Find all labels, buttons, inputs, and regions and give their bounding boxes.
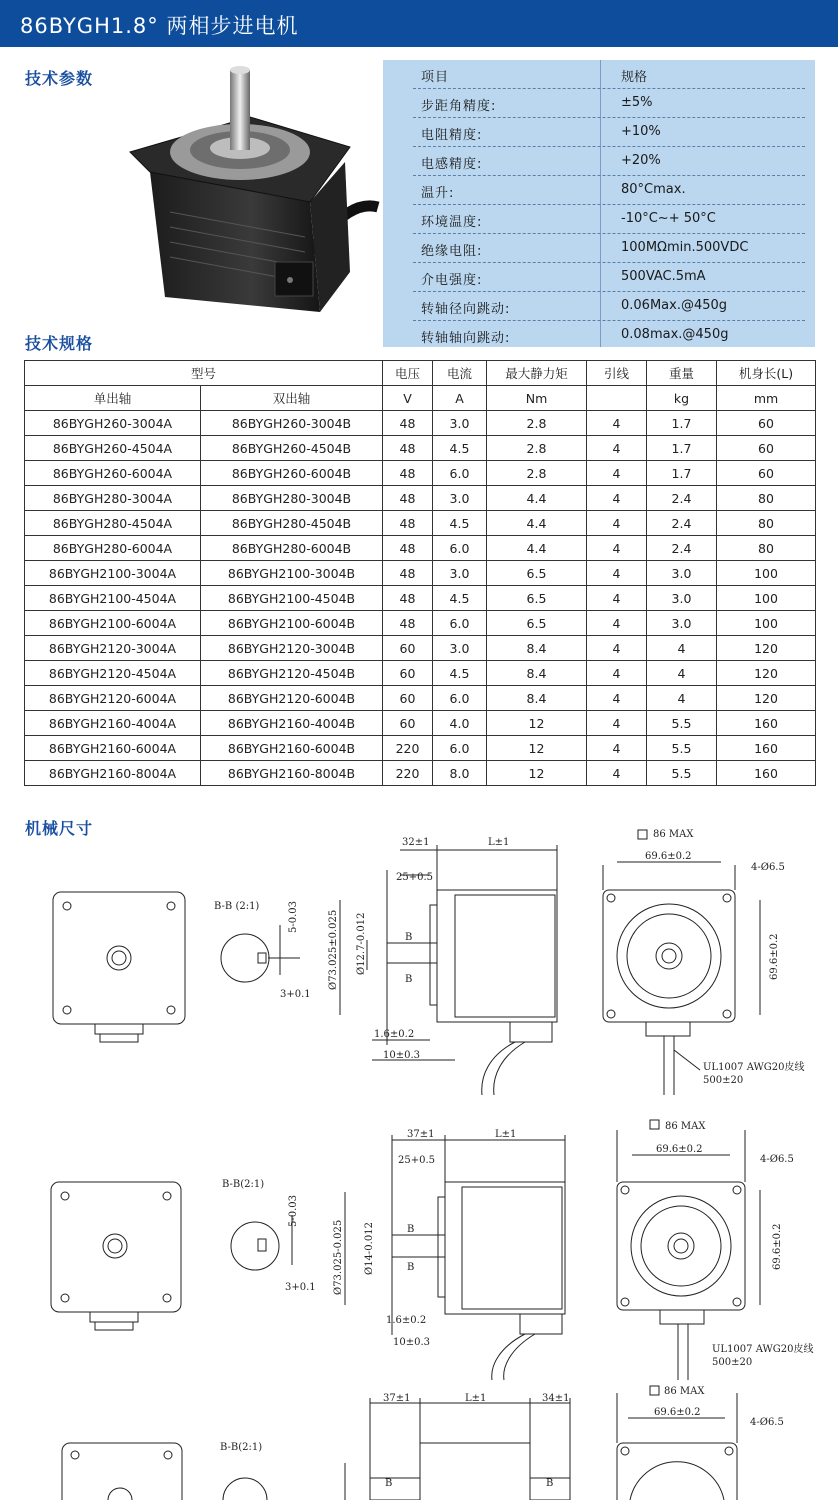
cell-length: 60	[717, 436, 816, 461]
dim-69-6-vertical: 69.6±0.2	[772, 1223, 783, 1270]
col-length: 机身长(L)	[717, 361, 816, 386]
cell-single-shaft-model: 86BYGH280-6004A	[25, 536, 201, 561]
spec-unit-row	[25, 386, 816, 411]
dim-bb-label: B-B(2:1)	[220, 1442, 263, 1453]
cell-single-shaft-model: 86BYGH2160-8004A	[25, 761, 201, 786]
unit-blank	[587, 386, 647, 411]
cell-leads: 4	[587, 461, 647, 486]
cell-single-shaft-model: 86BYGH2120-6004A	[25, 686, 201, 711]
param-label: 介电强度:	[421, 273, 483, 288]
param-value: 0.08max.@450g	[621, 327, 729, 342]
cell-single-shaft-model: 86BYGH2120-4504A	[25, 661, 201, 686]
cell-torque: 2.8	[487, 461, 587, 486]
dim-73: Ø73.025±0.025	[328, 909, 339, 990]
cell-leads: 4	[587, 436, 647, 461]
cell-voltage: 48	[383, 461, 433, 486]
cell-leads: 4	[587, 586, 647, 611]
cell-torque: 12	[487, 711, 587, 736]
dim-key-width: 3+0.1	[280, 989, 311, 1000]
col-current: 电流	[433, 361, 487, 386]
cell-current: 4.0	[433, 711, 487, 736]
section-mark-b-bottom: B	[407, 1262, 415, 1273]
dim-25: 25+0.5	[396, 872, 434, 883]
params-row	[383, 321, 815, 350]
cell-current: 6.0	[433, 611, 487, 636]
cell-leads: 4	[587, 411, 647, 436]
wire-spec: UL1007 AWG20皮线	[703, 1062, 805, 1073]
param-value: 0.06Max.@450g	[621, 298, 728, 313]
cell-single-shaft-model: 86BYGH2160-6004A	[25, 736, 201, 761]
spec-row	[25, 511, 816, 536]
param-value: 100MΩmin.500VDC	[621, 240, 749, 255]
dim-holes: 4-Ø6.5	[750, 1417, 784, 1428]
cell-leads: 4	[587, 636, 647, 661]
cell-length: 60	[717, 411, 816, 436]
params-header-spec: 规格	[621, 70, 648, 85]
cell-double-shaft-model: 86BYGH260-4504B	[201, 436, 383, 461]
cell-weight: 3.0	[647, 561, 717, 586]
param-label: 步距角精度:	[421, 99, 497, 114]
cell-leads: 4	[587, 561, 647, 586]
spec-row	[25, 486, 816, 511]
params-header-row	[383, 60, 815, 89]
cell-leads: 4	[587, 486, 647, 511]
param-label: 环境温度:	[421, 215, 483, 230]
spec-row	[25, 461, 816, 486]
dim-69-6: 69.6±0.2	[656, 1144, 703, 1155]
cell-double-shaft-model: 86BYGH260-3004B	[201, 411, 383, 436]
cell-length: 60	[717, 461, 816, 486]
cell-leads: 4	[587, 536, 647, 561]
cell-weight: 1.7	[647, 436, 717, 461]
cell-single-shaft-model: 86BYGH280-4504A	[25, 511, 201, 536]
spec-row	[25, 686, 816, 711]
dim-10: 10±0.3	[383, 1050, 421, 1061]
dim-37: 37±1	[383, 1393, 411, 1404]
cell-double-shaft-model: 86BYGH2100-6004B	[201, 611, 383, 636]
cell-double-shaft-model: 86BYGH2100-3004B	[201, 561, 383, 586]
spec-row	[25, 561, 816, 586]
cell-weight: 4	[647, 661, 717, 686]
cell-length: 160	[717, 736, 816, 761]
cell-weight: 2.4	[647, 511, 717, 536]
dim-key-height: 5-0.03	[288, 1194, 299, 1227]
page-header	[0, 0, 838, 47]
stepper-motor-image	[110, 62, 380, 322]
cell-current: 4.5	[433, 436, 487, 461]
cell-voltage: 60	[383, 661, 433, 686]
dim-34: 34±1	[542, 1393, 570, 1404]
cell-double-shaft-model: 86BYGH280-6004B	[201, 536, 383, 561]
cell-length: 120	[717, 661, 816, 686]
params-row	[383, 147, 815, 176]
dim-1-6: 1.6±0.2	[374, 1029, 415, 1040]
cell-weight: 5.5	[647, 736, 717, 761]
params-row	[383, 205, 815, 234]
unit-amp: A	[433, 386, 487, 411]
cell-torque: 2.8	[487, 411, 587, 436]
param-label: 电感精度:	[421, 157, 483, 172]
params-row	[383, 176, 815, 205]
cell-torque: 6.5	[487, 586, 587, 611]
dim-14: Ø14-0.012	[364, 1222, 375, 1275]
dim-bb-label: B-B(2:1)	[222, 1179, 265, 1190]
section-mark-b-top: B	[407, 1224, 415, 1235]
dim-1-6: 1.6±0.2	[386, 1315, 427, 1326]
dim-12: Ø12.7-0.012	[356, 912, 367, 975]
dim-32: 32±1	[402, 837, 430, 848]
param-label: 温升:	[421, 186, 455, 201]
cell-length: 160	[717, 711, 816, 736]
cell-length: 160	[717, 761, 816, 786]
wire-spec: UL1007 AWG20皮线	[712, 1344, 814, 1355]
cell-double-shaft-model: 86BYGH2100-4504B	[201, 586, 383, 611]
dim-L: L±1	[488, 837, 510, 848]
cell-length: 80	[717, 486, 816, 511]
cell-double-shaft-model: 86BYGH2160-8004B	[201, 761, 383, 786]
params-row	[383, 89, 815, 118]
dim-bb-label: B-B (2:1)	[214, 901, 260, 912]
spec-row	[25, 761, 816, 786]
dim-L: L±1	[465, 1393, 487, 1404]
cell-torque: 2.8	[487, 436, 587, 461]
dimension-drawing-1	[0, 825, 838, 1095]
cell-leads: 4	[587, 511, 647, 536]
cell-leads: 4	[587, 711, 647, 736]
drawing-1-svg	[0, 825, 838, 1095]
cell-current: 6.0	[433, 536, 487, 561]
cell-voltage: 220	[383, 761, 433, 786]
dimension-drawing-3	[0, 1383, 838, 1500]
dim-25: 25+0.5	[398, 1155, 436, 1166]
cell-double-shaft-model: 86BYGH280-4504B	[201, 511, 383, 536]
dim-73: Ø73.025-0.025	[333, 1219, 344, 1295]
param-value: -10°C~+ 50°C	[621, 211, 716, 226]
param-value: +10%	[621, 124, 661, 139]
cell-current: 3.0	[433, 636, 487, 661]
dim-69-6: 69.6±0.2	[654, 1407, 701, 1418]
cell-voltage: 48	[383, 436, 433, 461]
cell-weight: 5.5	[647, 711, 717, 736]
cell-current: 3.0	[433, 561, 487, 586]
wire-length: 500±20	[712, 1357, 753, 1368]
cell-current: 6.0	[433, 461, 487, 486]
cell-voltage: 60	[383, 711, 433, 736]
params-row	[383, 263, 815, 292]
unit-nm: Nm	[487, 386, 587, 411]
cell-voltage: 60	[383, 686, 433, 711]
cell-weight: 4	[647, 686, 717, 711]
section-title-params: 技术参数	[25, 69, 94, 88]
cell-double-shaft-model: 86BYGH2120-6004B	[201, 686, 383, 711]
cell-torque: 4.4	[487, 486, 587, 511]
dim-37: 37±1	[407, 1129, 435, 1140]
section-title-specs: 技术规格	[25, 334, 94, 353]
params-header-item: 项目	[421, 70, 450, 85]
dim-key-height: 5-0.03	[288, 900, 299, 933]
spec-row	[25, 636, 816, 661]
cell-single-shaft-model: 86BYGH280-3004A	[25, 486, 201, 511]
cell-weight: 3.0	[647, 611, 717, 636]
cell-length: 100	[717, 611, 816, 636]
dim-69-6-vertical: 69.6±0.2	[769, 933, 780, 980]
col-single-shaft: 单出轴	[25, 386, 201, 411]
cell-voltage: 48	[383, 486, 433, 511]
cell-current: 3.0	[433, 411, 487, 436]
cell-double-shaft-model: 86BYGH2160-4004B	[201, 711, 383, 736]
dim-86-max: 86 MAX	[653, 829, 694, 840]
spec-row	[25, 411, 816, 436]
dim-69-6: 69.6±0.2	[645, 851, 692, 862]
cell-double-shaft-model: 86BYGH280-3004B	[201, 486, 383, 511]
cell-torque: 6.5	[487, 611, 587, 636]
cell-torque: 8.4	[487, 636, 587, 661]
cell-length: 120	[717, 686, 816, 711]
cell-torque: 12	[487, 761, 587, 786]
cell-single-shaft-model: 86BYGH2100-4504A	[25, 586, 201, 611]
param-label: 转轴径向跳动:	[421, 302, 511, 317]
unit-volt: V	[383, 386, 433, 411]
cell-torque: 4.4	[487, 511, 587, 536]
col-weight: 重量	[647, 361, 717, 386]
cell-length: 100	[717, 561, 816, 586]
cell-double-shaft-model: 86BYGH260-6004B	[201, 461, 383, 486]
param-label: 转轴轴向跳动:	[421, 331, 511, 346]
unit-kg: kg	[647, 386, 717, 411]
cell-torque: 8.4	[487, 661, 587, 686]
section-mark-b-top: B	[405, 932, 413, 943]
cell-voltage: 48	[383, 561, 433, 586]
spec-header-row	[25, 361, 816, 386]
section-mark-b-left: B	[385, 1478, 393, 1489]
cell-current: 8.0	[433, 761, 487, 786]
cell-weight: 2.4	[647, 486, 717, 511]
col-double-shaft: 双出轴	[201, 386, 383, 411]
cell-current: 4.5	[433, 511, 487, 536]
param-label: 绝缘电阻:	[421, 244, 483, 259]
spec-body	[25, 411, 816, 786]
cell-length: 80	[717, 536, 816, 561]
params-table	[383, 60, 815, 347]
cell-voltage: 48	[383, 611, 433, 636]
col-voltage: 电压	[383, 361, 433, 386]
cell-weight: 5.5	[647, 761, 717, 786]
section-mark-b-right: B	[546, 1478, 554, 1489]
params-row	[383, 118, 815, 147]
param-value: 80°Cmax.	[621, 182, 686, 197]
cell-double-shaft-model: 86BYGH2120-3004B	[201, 636, 383, 661]
cell-current: 4.5	[433, 586, 487, 611]
wire-length: 500±20	[703, 1075, 744, 1086]
section-mark-b-bottom: B	[405, 974, 413, 985]
drawing-3-svg	[0, 1383, 838, 1500]
cell-single-shaft-model: 86BYGH2100-3004A	[25, 561, 201, 586]
cell-weight: 3.0	[647, 586, 717, 611]
cell-current: 3.0	[433, 486, 487, 511]
dim-86-max: 86 MAX	[664, 1386, 705, 1397]
cell-single-shaft-model: 86BYGH2160-4004A	[25, 711, 201, 736]
spec-row	[25, 586, 816, 611]
dim-L: L±1	[495, 1129, 517, 1140]
spec-table	[24, 360, 816, 786]
dim-10: 10±0.3	[393, 1337, 431, 1348]
cell-leads: 4	[587, 761, 647, 786]
cell-current: 4.5	[433, 661, 487, 686]
cell-single-shaft-model: 86BYGH2120-3004A	[25, 636, 201, 661]
param-label: 电阻精度:	[421, 128, 483, 143]
cell-voltage: 48	[383, 586, 433, 611]
cell-single-shaft-model: 86BYGH2100-6004A	[25, 611, 201, 636]
unit-mm: mm	[717, 386, 816, 411]
spec-row	[25, 711, 816, 736]
cell-voltage: 48	[383, 536, 433, 561]
cell-single-shaft-model: 86BYGH260-3004A	[25, 411, 201, 436]
cell-single-shaft-model: 86BYGH260-4504A	[25, 436, 201, 461]
spec-row	[25, 736, 816, 761]
cell-torque: 6.5	[487, 561, 587, 586]
cell-voltage: 48	[383, 511, 433, 536]
cell-voltage: 48	[383, 411, 433, 436]
drawing-2-svg	[0, 1115, 838, 1380]
page-title: 86BYGH1.8° 两相步进电机	[20, 14, 299, 38]
cell-weight: 2.4	[647, 536, 717, 561]
cell-weight: 1.7	[647, 461, 717, 486]
dimension-drawing-2	[0, 1115, 838, 1380]
cell-length: 100	[717, 586, 816, 611]
spec-row	[25, 661, 816, 686]
cell-length: 80	[717, 511, 816, 536]
cell-double-shaft-model: 86BYGH2120-4504B	[201, 661, 383, 686]
cell-current: 6.0	[433, 736, 487, 761]
cell-torque: 8.4	[487, 686, 587, 711]
cell-voltage: 60	[383, 636, 433, 661]
cell-leads: 4	[587, 611, 647, 636]
cell-voltage: 220	[383, 736, 433, 761]
cell-leads: 4	[587, 736, 647, 761]
col-torque: 最大静力矩	[487, 361, 587, 386]
cell-single-shaft-model: 86BYGH260-6004A	[25, 461, 201, 486]
cell-leads: 4	[587, 686, 647, 711]
dim-holes: 4-Ø6.5	[760, 1154, 794, 1165]
cell-current: 6.0	[433, 686, 487, 711]
dim-key-width: 3+0.1	[285, 1282, 316, 1293]
cell-leads: 4	[587, 661, 647, 686]
cell-weight: 4	[647, 636, 717, 661]
params-row	[383, 234, 815, 263]
cell-double-shaft-model: 86BYGH2160-6004B	[201, 736, 383, 761]
spec-row	[25, 611, 816, 636]
dim-holes: 4-Ø6.5	[751, 862, 785, 873]
params-row	[383, 292, 815, 321]
spec-row	[25, 436, 816, 461]
cell-weight: 1.7	[647, 411, 717, 436]
spec-row	[25, 536, 816, 561]
param-value: +20%	[621, 153, 661, 168]
dim-86-max: 86 MAX	[665, 1121, 706, 1132]
cell-torque: 4.4	[487, 536, 587, 561]
param-value: 500VAC.5mA	[621, 269, 706, 284]
cell-torque: 12	[487, 736, 587, 761]
cell-length: 120	[717, 636, 816, 661]
col-model: 型号	[25, 361, 383, 386]
section-title-dimensions: 机械尺寸	[25, 819, 94, 838]
col-leads: 引线	[587, 361, 647, 386]
param-value: ±5%	[621, 95, 653, 110]
